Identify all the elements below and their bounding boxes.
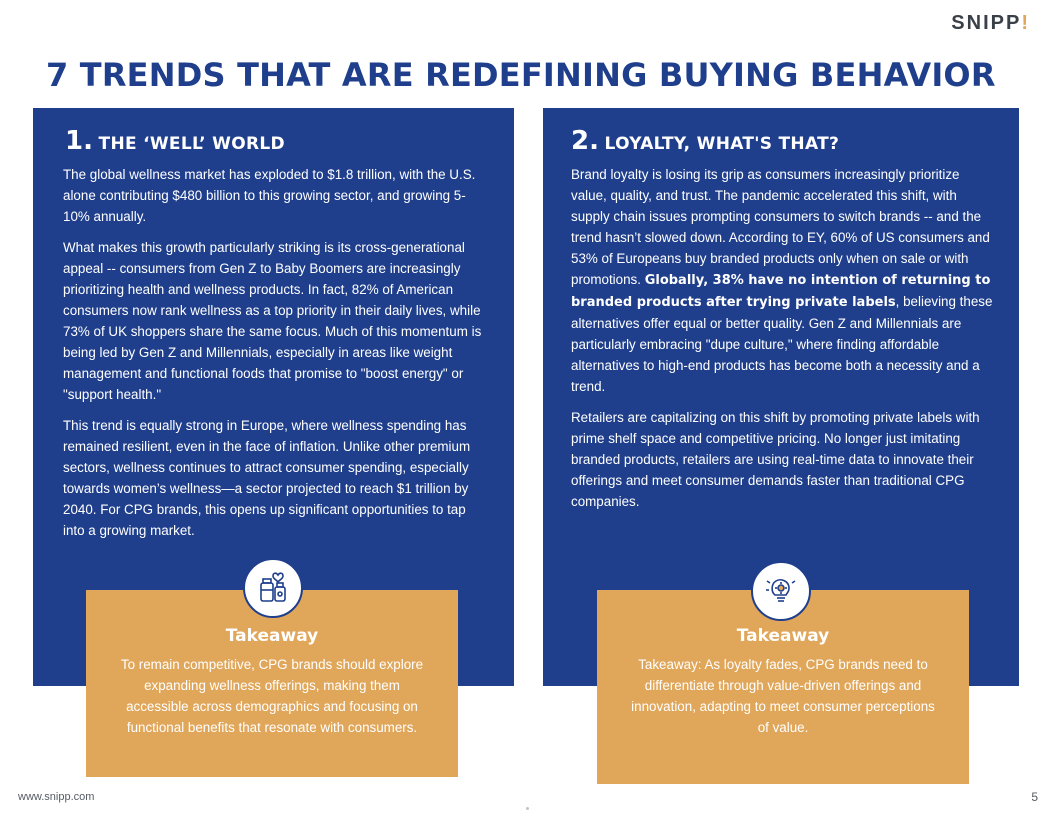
takeaway-text: Takeaway: As loyalty fades, CPG brands need to differentiate through value-driven offerings and innovation, adapting to meet consumer perceptions of value. xyxy=(631,657,935,735)
logo-text: SNIPP xyxy=(951,12,1022,34)
page-title: 7 TRENDS THAT ARE REDEFINING BUYING BEHAVIOR xyxy=(46,56,996,94)
paragraph-text: Brand loyalty is losing its grip as consumers increasingly prioritize value, quality, and trust. The pandemic accelerated this shift, with supply chain issues prompting consumers to switch brands -- and the trend hasn’t slowed down. According to EY, 60% of US consumers and 53% of Europeans buy branded products only when on sale or with promotions. xyxy=(571,167,990,287)
section-body-wellness xyxy=(63,164,483,551)
wellness-bottles-icon xyxy=(243,558,303,618)
footer-website-link[interactable]: www.snipp.com xyxy=(18,791,95,803)
takeaway-box-wellness xyxy=(86,590,458,777)
page-number: 5 xyxy=(1031,790,1038,804)
divider-dot xyxy=(526,807,529,810)
section-title: THE ‘WELL’ WORLD xyxy=(98,134,285,154)
paragraph-text: , believing these alternatives offer equal or better quality. Gen Z and Millennials are particularly embracing "dupe culture," where finding affordable alternatives to high-end products has become both a necessity and a trend. xyxy=(571,294,993,394)
paragraph xyxy=(571,164,995,397)
paragraph: The global wellness market has exploded to $1.8 trillion, with the U.S. alone contributing $480 billion to this growing sector, and growing 5-10% annually. xyxy=(63,167,476,224)
section-number: 1. xyxy=(65,126,93,156)
takeaway-title: Takeaway xyxy=(736,626,830,646)
paragraph: What makes this growth particularly striking is its cross-generational appeal -- consumers from Gen Z to Baby Boomers are increasingly prioritizing health and wellness products. In fact, 82% of American consumers now rank wellness as a top priority in their daily lives, while 73% of UK shoppers share the same focus. Much of this momentum is being led by Gen Z and Millennials, especially in areas like weight management and functional foods that promise to "boost energy" or "support health." xyxy=(63,240,482,402)
takeaway-title: Takeaway xyxy=(225,626,319,646)
section-number: 2. xyxy=(571,126,599,156)
snipp-logo xyxy=(951,12,1030,35)
takeaway-text: To remain competitive, CPG brands should explore expanding wellness offerings, making them accessible across demographics and focusing on functional benefits that resonate with consumers. xyxy=(120,657,424,735)
section-heading-loyalty xyxy=(571,126,839,156)
section-heading-wellness xyxy=(65,126,285,156)
logo-accent: ! xyxy=(1021,12,1030,34)
paragraph-highlight: Globally, 38% have no intention of returning to branded products after trying private labels xyxy=(571,273,991,310)
paragraph: Retailers are capitalizing on this shift by promoting private labels with prime shelf space and competitive pricing. No longer just imitating branded products, retailers are using real-time data to innovate their offerings and meet consumer demands faster than traditional CPG companies. xyxy=(571,410,980,509)
paragraph: This trend is equally strong in Europe, where wellness spending has remained resilient, even in the face of inflation. Unlike other premium sectors, wellness continues to attract consumer spending, especially towards women’s wellness—a sector projected to reach $1 trillion by 2040. For CPG brands, this opens up significant opportunities to tap into a growing market. xyxy=(63,418,471,538)
section-body-loyalty xyxy=(571,164,995,522)
section-title: LOYALTY, WHAT'S THAT? xyxy=(604,134,840,154)
lightbulb-gear-icon xyxy=(751,561,811,621)
